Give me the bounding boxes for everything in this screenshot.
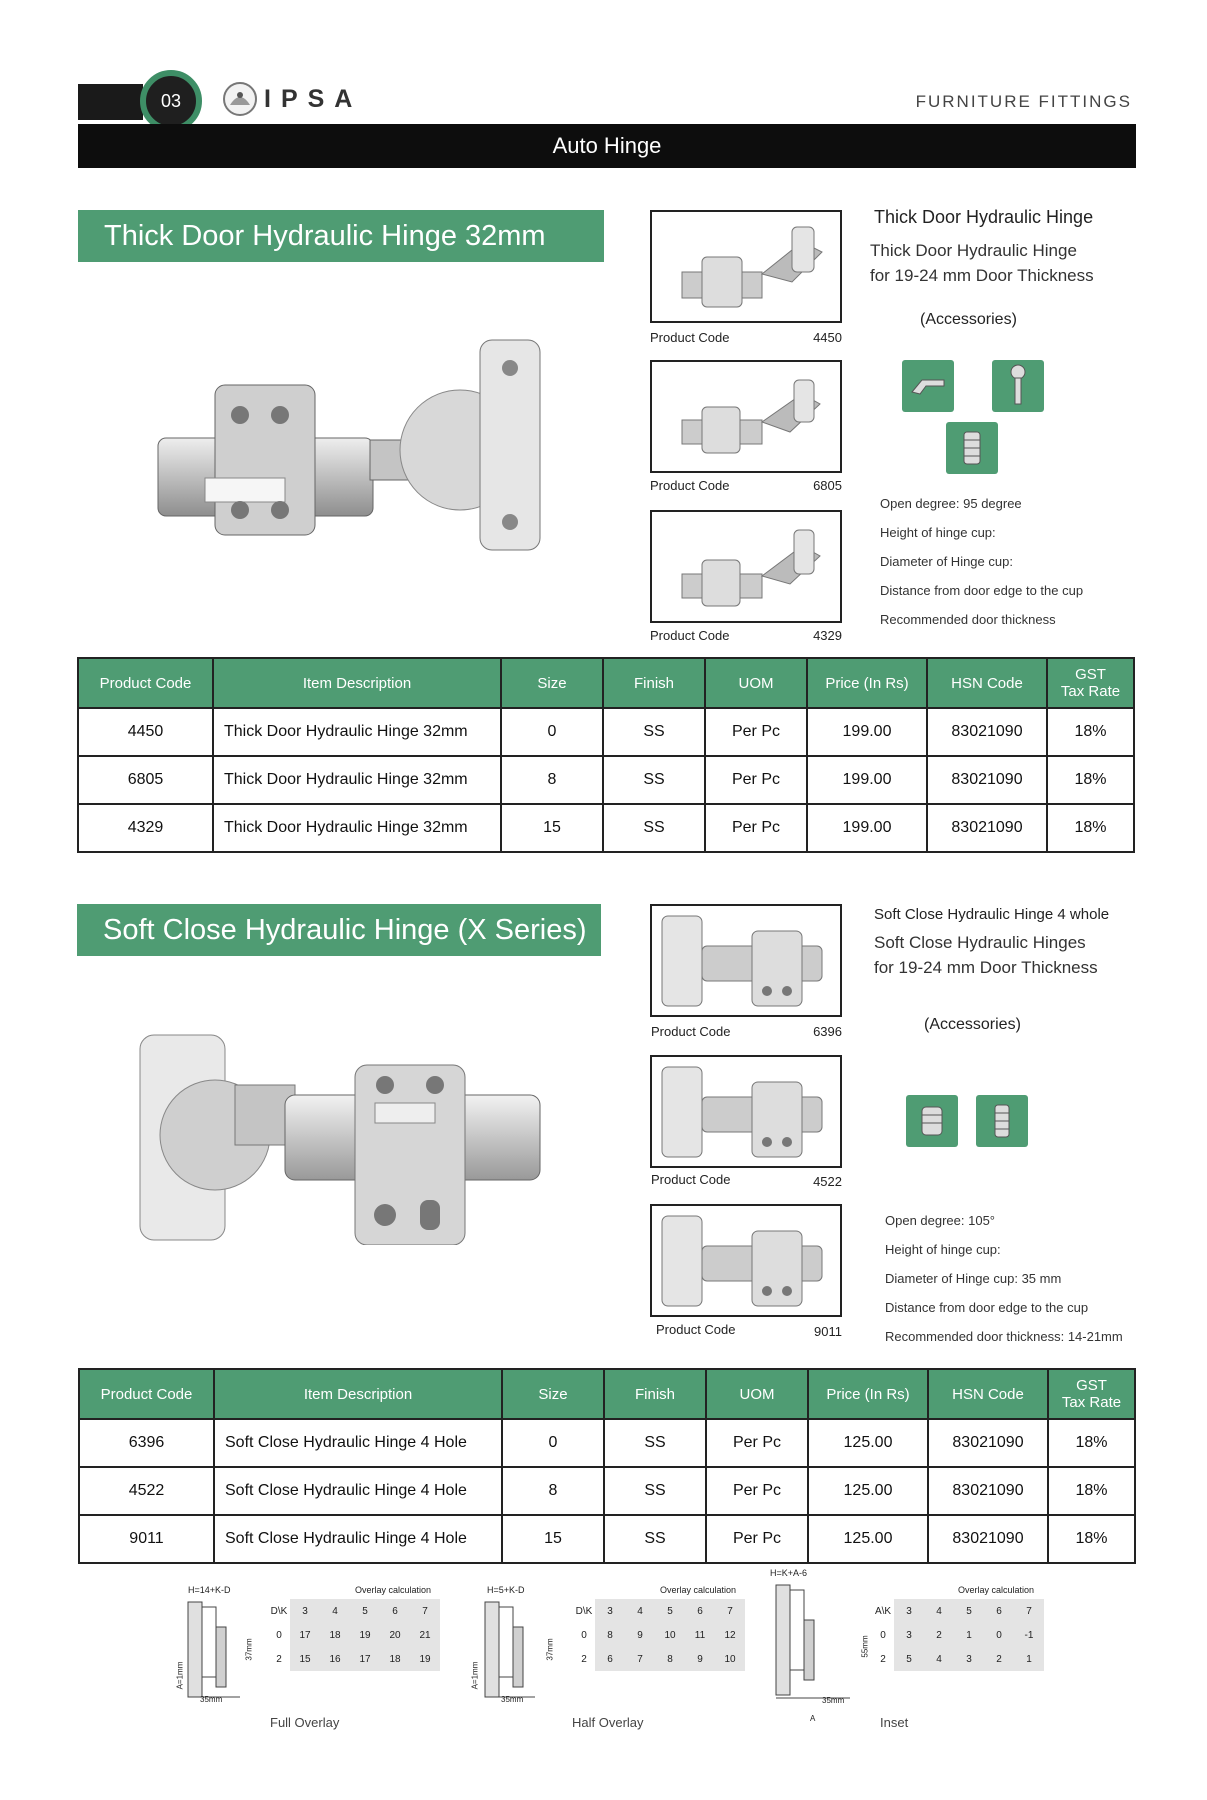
cell: 11	[694, 1629, 706, 1641]
cell: 17	[299, 1629, 311, 1641]
cell: 2	[268, 1647, 290, 1671]
cell: 0	[502, 1419, 604, 1467]
cell: 0	[573, 1623, 595, 1647]
cell: 12	[724, 1629, 736, 1641]
cell: SS	[604, 1419, 706, 1467]
overlay-table	[268, 1599, 440, 1671]
cell: 5	[966, 1605, 972, 1617]
section2-info-line2: for 19-24 mm Door Thickness	[874, 958, 1098, 977]
cell: 15	[299, 1653, 311, 1665]
cell: 18%	[1048, 1467, 1135, 1515]
table-header-row	[79, 1369, 1135, 1419]
overlay-diagram-full	[170, 1585, 470, 1735]
cell: 2	[996, 1653, 1002, 1665]
overlay-sketch-icon	[770, 1580, 870, 1710]
cell: Thick Door Hydraulic Hinge 32mm	[213, 756, 501, 804]
col-header: HSN Code	[928, 1369, 1048, 1419]
cell: 83021090	[927, 708, 1047, 756]
product-code-value: 6805	[813, 478, 842, 493]
col-header-gst	[1047, 658, 1134, 708]
cell: 15	[501, 804, 603, 852]
table-header-row	[78, 658, 1134, 708]
cell: 6	[996, 1605, 1002, 1617]
cell: 8	[607, 1629, 613, 1641]
cell: 9	[637, 1629, 643, 1641]
col-header: Finish	[604, 1369, 706, 1419]
ak-corner: A\K	[872, 1599, 894, 1623]
cell: 199.00	[807, 756, 927, 804]
col-header: Size	[501, 658, 603, 708]
cell: SS	[603, 708, 705, 756]
cell: 4329	[78, 804, 213, 852]
gst-label: GST	[1075, 666, 1106, 683]
accessory-dowel-icon	[946, 422, 998, 474]
overlay-diagram-half	[465, 1585, 765, 1735]
cell: 125.00	[808, 1467, 928, 1515]
cell: 3	[607, 1605, 613, 1617]
cell: 4	[936, 1653, 942, 1665]
section1-title-text: Thick Door Hydraulic Hinge 32mm	[104, 219, 546, 252]
cell: SS	[603, 804, 705, 852]
overlay-table	[573, 1599, 745, 1671]
cell: 125.00	[808, 1419, 928, 1467]
section2-spec: Distance from door edge to the cup	[885, 1300, 1089, 1315]
col-header: Item Description	[213, 658, 501, 708]
cell: 0	[501, 708, 603, 756]
product-thumb-4450	[650, 210, 842, 323]
section2-spec: Height of hinge cup:	[885, 1242, 1001, 1257]
cell: 4	[332, 1605, 338, 1617]
cell: 7	[727, 1605, 733, 1617]
cell: Soft Close Hydraulic Hinge 4 Hole	[214, 1515, 502, 1563]
cell: -1	[1024, 1629, 1034, 1641]
cell: 5	[362, 1605, 368, 1617]
accessory-nut-icon	[906, 1095, 958, 1147]
cell: 6396	[79, 1419, 214, 1467]
table-row	[79, 1515, 1135, 1563]
gst-label: GST	[1076, 1377, 1107, 1394]
product-thumb-4329	[650, 510, 842, 623]
section1-spec: Diameter of Hinge cup:	[880, 554, 1013, 569]
section1-spec: Recommended door thickness	[880, 612, 1056, 627]
hinge-main-image-1	[150, 330, 560, 560]
page-title: Auto Hinge	[552, 133, 662, 158]
table-row	[78, 756, 1134, 804]
section2-title-text: Soft Close Hydraulic Hinge (X Series)	[103, 913, 587, 946]
section1-info-line1: Thick Door Hydraulic Hinge	[870, 241, 1077, 260]
cell: 10	[724, 1653, 736, 1665]
overlay-table-title: Overlay calculation	[958, 1585, 1035, 1595]
dim-a-label: A=1mm	[470, 1661, 480, 1690]
overlay-formula: H=5+K-D	[487, 1585, 525, 1595]
product-code-label: Product Code	[650, 478, 730, 493]
product-thumb-6396	[650, 904, 842, 1017]
dk-corner: D\K	[268, 1599, 290, 1623]
col-header: Size	[502, 1369, 604, 1419]
cell: 18	[329, 1629, 341, 1641]
cell: 4450	[78, 708, 213, 756]
header-bar-left	[78, 84, 143, 120]
cell: Per Pc	[705, 804, 807, 852]
dim-cup-label: 35mm	[501, 1695, 524, 1704]
overlay-table	[872, 1599, 1044, 1671]
cell: Soft Close Hydraulic Hinge 4 Hole	[214, 1467, 502, 1515]
table-row	[78, 804, 1134, 852]
cell: 18%	[1048, 1419, 1135, 1467]
cell: 83021090	[928, 1467, 1048, 1515]
cell: Per Pc	[706, 1419, 808, 1467]
cell: 8	[502, 1467, 604, 1515]
cell: 8	[667, 1653, 673, 1665]
section2-price-table	[78, 1368, 1136, 1564]
overlay-diagram-inset	[770, 1568, 1100, 1735]
cell: 2	[872, 1647, 894, 1671]
dim-a-label: A	[810, 1714, 816, 1723]
col-header: Product Code	[79, 1369, 214, 1419]
overlay-name: Half Overlay	[572, 1715, 644, 1730]
section2-accessories-label: (Accessories)	[924, 1016, 1021, 1033]
tax-rate-label: Tax Rate	[1061, 1394, 1122, 1411]
cell: 3	[966, 1653, 972, 1665]
product-code-label: Product Code	[656, 1322, 736, 1337]
section2-title	[77, 904, 601, 956]
product-code-value: 4329	[813, 628, 842, 643]
cell: 3	[302, 1605, 308, 1617]
cell: 4	[936, 1605, 942, 1617]
table-row	[78, 708, 1134, 756]
dim-cup-label: 35mm	[822, 1696, 845, 1705]
accessory-dowel-icon	[976, 1095, 1028, 1147]
cell: Per Pc	[705, 756, 807, 804]
section1-info-line2: for 19-24 mm Door Thickness	[870, 266, 1094, 285]
col-header: Product Code	[78, 658, 213, 708]
col-header: UOM	[705, 658, 807, 708]
cell: SS	[603, 756, 705, 804]
cell: 0	[872, 1623, 894, 1647]
cell: 199.00	[807, 708, 927, 756]
page-number: 03	[160, 90, 182, 111]
cell: 19	[419, 1653, 431, 1665]
cell: 19	[359, 1629, 371, 1641]
cell: 6	[607, 1653, 613, 1665]
cell: 1	[1026, 1653, 1032, 1665]
col-header-gst	[1048, 1369, 1135, 1419]
section2-info-title: Soft Close Hydraulic Hinge 4 whole	[874, 906, 1110, 923]
cell: 18	[389, 1653, 401, 1665]
cell: 125.00	[808, 1515, 928, 1563]
overlay-name: Full Overlay	[270, 1715, 340, 1730]
col-header: Item Description	[214, 1369, 502, 1419]
cell: 18%	[1047, 756, 1134, 804]
product-code-value: 4522	[813, 1174, 842, 1189]
cell: Per Pc	[706, 1515, 808, 1563]
section1-spec: Distance from door edge to the cup	[880, 583, 1084, 598]
col-header: Price (In Rs)	[808, 1369, 928, 1419]
page-title-bar	[78, 124, 1136, 168]
tax-rate-label: Tax Rate	[1060, 683, 1121, 700]
cell: 6805	[78, 756, 213, 804]
product-code-label: Product Code	[650, 628, 730, 643]
cell: 18%	[1048, 1515, 1135, 1563]
cell: Per Pc	[705, 708, 807, 756]
cell: 16	[329, 1653, 341, 1665]
cell: 7	[422, 1605, 428, 1617]
cell: 18%	[1047, 708, 1134, 756]
dim-h-label: 55mm	[860, 1635, 870, 1658]
dim-h-label: 37mm	[244, 1638, 254, 1661]
section1-spec: Open degree: 95 degree	[880, 496, 1022, 511]
cell: 6	[392, 1605, 398, 1617]
section1-spec: Height of hinge cup:	[880, 525, 996, 540]
cell: 7	[1026, 1605, 1032, 1617]
cell: 2	[573, 1647, 595, 1671]
cell: 6	[697, 1605, 703, 1617]
cell: 83021090	[927, 804, 1047, 852]
brand-name: IPSA	[264, 84, 363, 113]
dim-h-label: 37mm	[545, 1638, 555, 1661]
cell: 9011	[79, 1515, 214, 1563]
cell: 199.00	[807, 804, 927, 852]
page-number-badge	[140, 70, 202, 132]
cell: 1	[966, 1629, 972, 1641]
dim-cup-label: 35mm	[200, 1695, 223, 1704]
brand-logo	[222, 82, 362, 116]
section1-info-title: Thick Door Hydraulic Hinge	[874, 207, 1094, 227]
product-code-label: Product Code	[651, 1024, 731, 1039]
cell: 83021090	[928, 1419, 1048, 1467]
dk-corner: D\K	[573, 1599, 595, 1623]
cell: 4	[637, 1605, 643, 1617]
cell: 83021090	[928, 1515, 1048, 1563]
cell: 9	[697, 1653, 703, 1665]
cell: 21	[419, 1629, 431, 1641]
cell: Per Pc	[706, 1467, 808, 1515]
section1-title	[78, 210, 604, 262]
cell: 83021090	[927, 756, 1047, 804]
cell: 4522	[79, 1467, 214, 1515]
cell: SS	[604, 1467, 706, 1515]
overlay-table-title: Overlay calculation	[355, 1585, 432, 1595]
cell: 8	[501, 756, 603, 804]
brand-emblem-icon	[222, 81, 258, 117]
overlay-table-title: Overlay calculation	[660, 1585, 737, 1595]
cell: 5	[906, 1653, 912, 1665]
product-code-label: Product Code	[651, 1172, 731, 1187]
accessory-screw-icon	[992, 360, 1044, 412]
cell: 17	[359, 1653, 371, 1665]
product-code-value: 9011	[814, 1324, 842, 1339]
cell: 15	[502, 1515, 604, 1563]
accessory-plate-icon	[902, 360, 954, 412]
table-row	[79, 1467, 1135, 1515]
cell: Thick Door Hydraulic Hinge 32mm	[213, 804, 501, 852]
cell: 10	[664, 1629, 676, 1641]
overlay-formula: H=14+K-D	[188, 1585, 231, 1595]
section1-accessories-label: (Accessories)	[920, 311, 1017, 328]
overlay-name: Inset	[880, 1715, 909, 1730]
section2-spec: Diameter of Hinge cup: 35 mm	[885, 1271, 1062, 1286]
cell: 5	[667, 1605, 673, 1617]
cell: Soft Close Hydraulic Hinge 4 Hole	[214, 1419, 502, 1467]
table-row	[79, 1419, 1135, 1467]
cell: SS	[604, 1515, 706, 1563]
product-code-label: Product Code	[650, 330, 730, 345]
product-thumb-4522	[650, 1055, 842, 1168]
product-thumb-6805	[650, 360, 842, 473]
section1-price-table	[77, 657, 1135, 853]
dim-a-label: A=1mm	[175, 1661, 185, 1690]
cell: Thick Door Hydraulic Hinge 32mm	[213, 708, 501, 756]
col-header: Price (In Rs)	[807, 658, 927, 708]
product-code-value: 4450	[813, 330, 842, 345]
product-thumb-9011	[650, 1204, 842, 1317]
section2-info-line1: Soft Close Hydraulic Hinges	[874, 933, 1086, 952]
product-code-value: 6396	[813, 1024, 842, 1039]
cell: 3	[906, 1629, 912, 1641]
col-header: UOM	[706, 1369, 808, 1419]
cell: 18%	[1047, 804, 1134, 852]
col-header: Finish	[603, 658, 705, 708]
cell: 0	[996, 1629, 1002, 1641]
cell: 7	[637, 1653, 643, 1665]
section2-spec: Open degree: 105°	[885, 1213, 996, 1228]
cell: 20	[389, 1629, 401, 1641]
cell: 2	[936, 1629, 942, 1641]
hinge-main-image-2	[135, 1025, 555, 1245]
cell: 0	[268, 1623, 290, 1647]
category-label: FURNITURE FITTINGS	[915, 92, 1132, 111]
section2-spec: Recommended door thickness: 14-21mm	[885, 1329, 1123, 1344]
overlay-formula: H=K+A-6	[770, 1568, 808, 1578]
cell: 3	[906, 1605, 912, 1617]
col-header: HSN Code	[927, 658, 1047, 708]
